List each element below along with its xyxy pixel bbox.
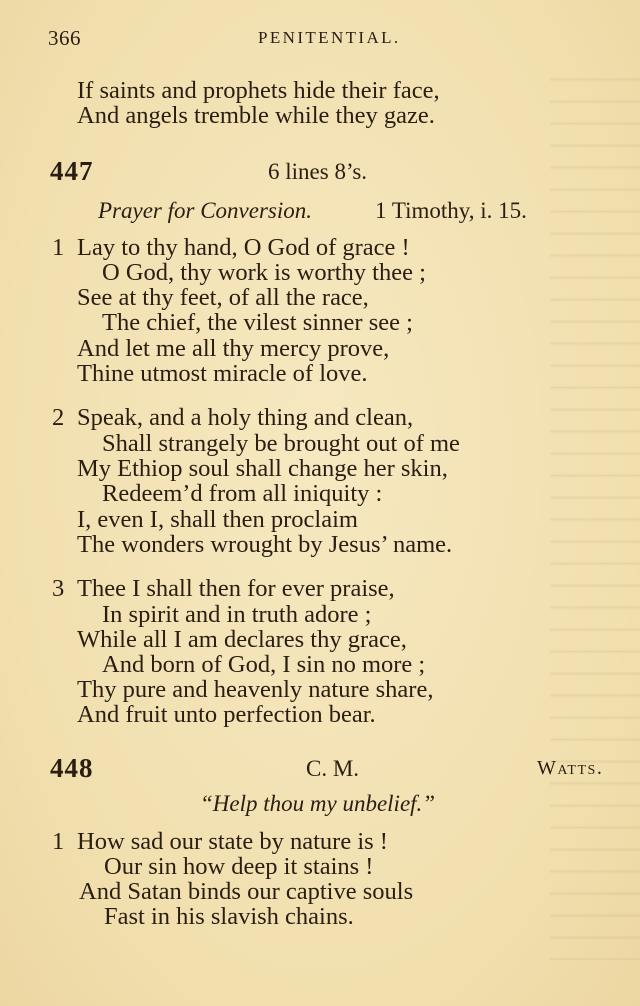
verse-line: Lay to thy hand, O God of grace ! [77, 234, 410, 261]
verse-line: While all I am declares thy grace, [77, 626, 407, 653]
verse-line: The chief, the vilest sinner see ; [102, 309, 413, 336]
verse-line: In spirit and in truth adore ; [102, 601, 372, 628]
continuation-line: And angels tremble while they gaze. [77, 102, 435, 129]
hymn-meter: C. M. [306, 756, 360, 781]
verse-number: 2 [52, 404, 65, 431]
verse-line: And fruit unto perfection bear. [77, 701, 376, 728]
running-head: PENITENTIAL. [258, 28, 401, 47]
verse-line: The wonders wrought by Jesus’ name. [77, 531, 453, 558]
verse-line: My Ethiop soul shall change her skin, [77, 455, 448, 482]
verse-line: Thee I shall then for ever praise, [77, 575, 395, 602]
hymn-author: Watts. [537, 757, 604, 779]
hymn-title: Prayer for Conversion. [98, 198, 313, 223]
hymn-title: “Help thou my unbelief.” [200, 791, 436, 816]
hymn-number: 448 [50, 753, 94, 783]
verse-line: And let me all thy mercy prove, [77, 335, 390, 362]
scripture-reference: 1 Timothy, i. 15. [375, 198, 527, 223]
page-header [0, 26, 640, 54]
show-through-texture [550, 60, 640, 960]
verse-line: Thine utmost miracle of love. [77, 360, 368, 387]
verse-number: 3 [52, 575, 65, 602]
verse-line: Fast in his slavish chains. [104, 903, 354, 930]
verse-line: Thy pure and heavenly nature share, [77, 676, 434, 703]
verse-line: And born of God, I sin no more ; [102, 651, 426, 678]
hymn-number: 447 [50, 156, 94, 186]
hymn-subtitle [200, 792, 435, 815]
hymn-subtitle [98, 199, 312, 222]
verse-line: Redeem’d from all iniquity : [102, 480, 383, 507]
continuation-line: If saints and prophets hide their face, [77, 77, 440, 104]
verse-line: And Satan binds our captive souls [79, 878, 414, 905]
verse-number: 1 [52, 234, 65, 261]
verse-line: How sad our state by nature is ! [77, 828, 388, 855]
verse-number: 1 [52, 828, 65, 855]
page-number: 366 [48, 26, 81, 50]
verse-line: Speak, and a holy thing and clean, [77, 404, 414, 431]
hymn-meter: 6 lines 8’s. [268, 159, 368, 184]
verse-line: I, even I, shall then proclaim [77, 506, 358, 533]
verse-line: O God, thy work is worthy thee ; [102, 259, 426, 286]
verse-line: See at thy feet, of all the race, [77, 284, 369, 311]
verse-line: Shall strangely be brought out of me [102, 430, 460, 457]
verse-line: Our sin how deep it stains ! [104, 853, 374, 880]
